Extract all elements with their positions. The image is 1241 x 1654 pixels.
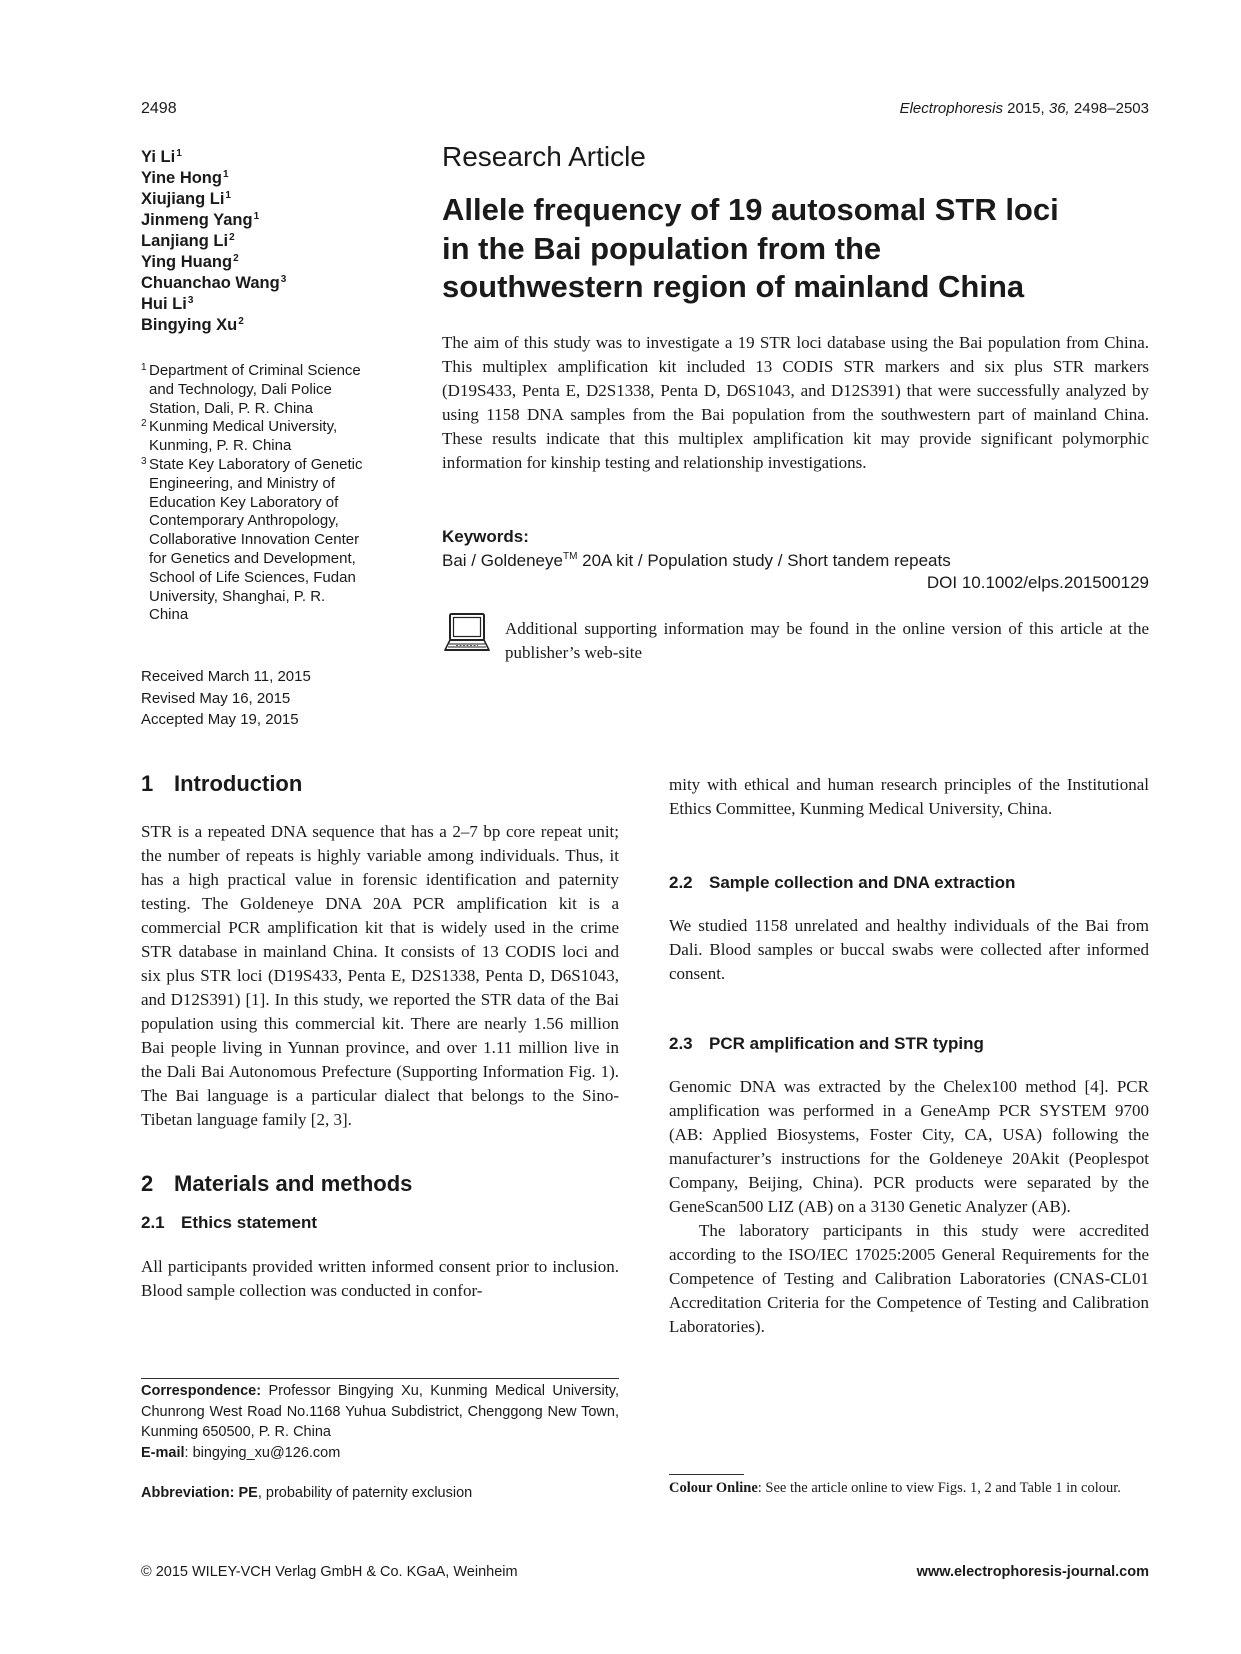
subsection-heading-sample: 2.2 Sample collection and DNA extraction [669,873,1016,892]
author: Chuanchao Wang$^3$ [141,274,287,292]
affiliation: 3 State Key Laboratory of Genetic Engineering, and Ministry of Education Key Laboratory of Contemporary Anthropology, Collaborative Innovation Center for Genetics and Development, School of Life Sciences, Fudan University, Shanghai, P. R. China [141,455,363,624]
journal-volume: 36, [1048,100,1070,117]
ethics-text: All participants provided written informed consent prior to inclusion. Blood sample collection was conducted in confor- [141,1257,619,1300]
footnote-divider [141,1378,619,1379]
author: Jinmeng Yang$^1$ [141,211,260,229]
footnotes [141,1381,619,1504]
accepted-date: Accepted May 19, 2015 [141,711,299,728]
author: Yine Hong$^1$ [141,169,229,187]
journal-year: 2015, [1007,100,1045,117]
affiliation: 1 Department of Criminal Science and Technology, Dali Police Station, Dali, P. R. China [141,362,361,417]
computer-icon [444,613,490,655]
introduction-text: STR is a repeated DNA sequence that has a 2–7 bp core repeat unit; the number of repeats is highly variable among individuals. Thus, it has a high practical value in forensic identification and paternity testing. The Goldeneye DNA 20A PCR amplification kit is a commercial PCR amplification kit that is widely used in the crime STR database in mainland China. It consists of 13 CODIS loci and six plus STR loci (D19S433, Penta E, D2S1338, Penta D, D6S1043, and D12S391) [1]. In this study, we reported the STR data of the Bai population using this commercial kit. There are nearly 1.56 million Bai people living in Yunnan province, and over 1.11 million live in the Dali Bai Autonomous Prefecture (Supporting Information Fig. 1). The Bai language is a particular dialect that belongs to the Sino-Tibetan language family [2, 3]. [141,822,619,1129]
ethics-text-continued: mity with ethical and human research principles of the Institutional Ethics Committee, Kunming Medical University, China. [669,775,1149,818]
journal-website-link[interactable]: www.electrophoresis-journal.com [916,1564,1149,1580]
footnote-divider [669,1474,744,1475]
pcr-text: Genomic DNA was extracted by the Chelex100 method [4]. PCR amplification was performed in a GeneAmp PCR SYSTEM 9700 (AB: Applied Biosystems, Foster City, CA, USA) following the manufacturer’s instructions for the Goldeneye 20Akit (Peoplespot Company, Beijing, China). PCR products were separated by the GeneScan500 LIZ (AB) on a 3130 Genetic Analyzer (AB). [669,1077,1149,1216]
author: Lanjiang Li$^2$ [141,232,235,250]
section-heading-introduction: 1 Introduction [141,771,303,796]
author: Hui Li$^3$ [141,295,194,313]
abbreviation-note: Abbreviation: PE, probability of paternity exclusion [141,1485,473,1501]
email-address[interactable]: : bingying_xu@126.com [184,1444,341,1461]
sample-text: We studied 1158 unrelated and healthy individuals of the Bai from Dali. Blood samples or buccal swabs were collected after informed consent. [669,916,1149,983]
affiliation: 2 Kunming Medical University, Kunming, P. R. China [141,418,338,455]
author: Bingying Xu$^2$ [141,316,244,334]
keywords: Bai / Goldeneye™ 20A kit / Population study / Short tandem repeats [442,551,951,570]
affiliation-list [141,362,411,625]
correspondence-note: Correspondence: Professor Bingying Xu, Kunming Medical University, Chunrong West Road No.1168 Yuhua Subdistrict, Chenggong New Town, Kunming 650500, P. R. China [141,1383,619,1440]
supporting-info-note: Additional supporting information may be found in the online version of this article at the publisher’s web-site [505,619,1149,662]
journal-pages: 2498–2503 [1073,100,1149,117]
accreditation-text: The laboratory participants in this study were accredited according to the ISO/IEC 17025:2005 General Requirements for the Competence of Testing and Calibration Laboratories (CNAS-CL01 Accreditation Criteria for the Competence of Testing and Calibration Laboratories). [669,1221,1149,1336]
author: Yi Li$^1$ [141,148,182,166]
abstract: The aim of this study was to investigate a 19 STR loci database using the Bai population from China. This multiplex amplification kit included 13 CODIS STR markers and six plus STR markers (D19S433, Penta E, D2S1338, Penta D, D6S1043, and D12S391) that were successfully analyzed by using 1158 DNA samples from the Bai population from the southwestern part of mainland China. These results indicate that this multiplex amplification kit may provide significant polymorphic information for kinship testing and relationship investigations. [442,333,1149,472]
author-list [141,147,441,336]
email-note: E-mail: bingying_xu@126.com [141,1444,341,1461]
author: Ying Huang$^2$ [141,253,239,271]
colour-online-note: Colour Online: See the article online to view Figs. 1, 2 and Table 1 in colour. [669,1480,1121,1496]
subsection-heading-pcr: 2.3 PCR amplification and STR typing [669,1034,984,1053]
section-heading-methods: 2 Materials and methods [141,1171,413,1196]
subsection-heading-ethics: 2.1 Ethics statement [141,1213,318,1232]
author: Xiujiang Li$^1$ [141,190,231,208]
left-column [141,771,619,1303]
article-type: Research Article [442,141,646,172]
article-title: Allele frequency of 19 autosomal STR loci in the Bai population from the southwestern region of mainland China [442,192,1059,304]
page-number: 2498 [141,100,177,117]
doi[interactable]: DOI 10.1002/elps.201500129 [926,573,1149,592]
journal-citation [900,100,1149,117]
article-dates [141,666,311,731]
journal-name: Electrophoresis [899,100,1003,117]
received-date: Received March 11, 2015 [141,668,311,685]
copyright: © 2015 WILEY-VCH Verlag GmbH & Co. KGaA, Weinheim [141,1564,518,1580]
keywords-label: Keywords: [442,527,529,546]
right-column [669,773,1149,1339]
revised-date: Revised May 16, 2015 [141,689,291,707]
